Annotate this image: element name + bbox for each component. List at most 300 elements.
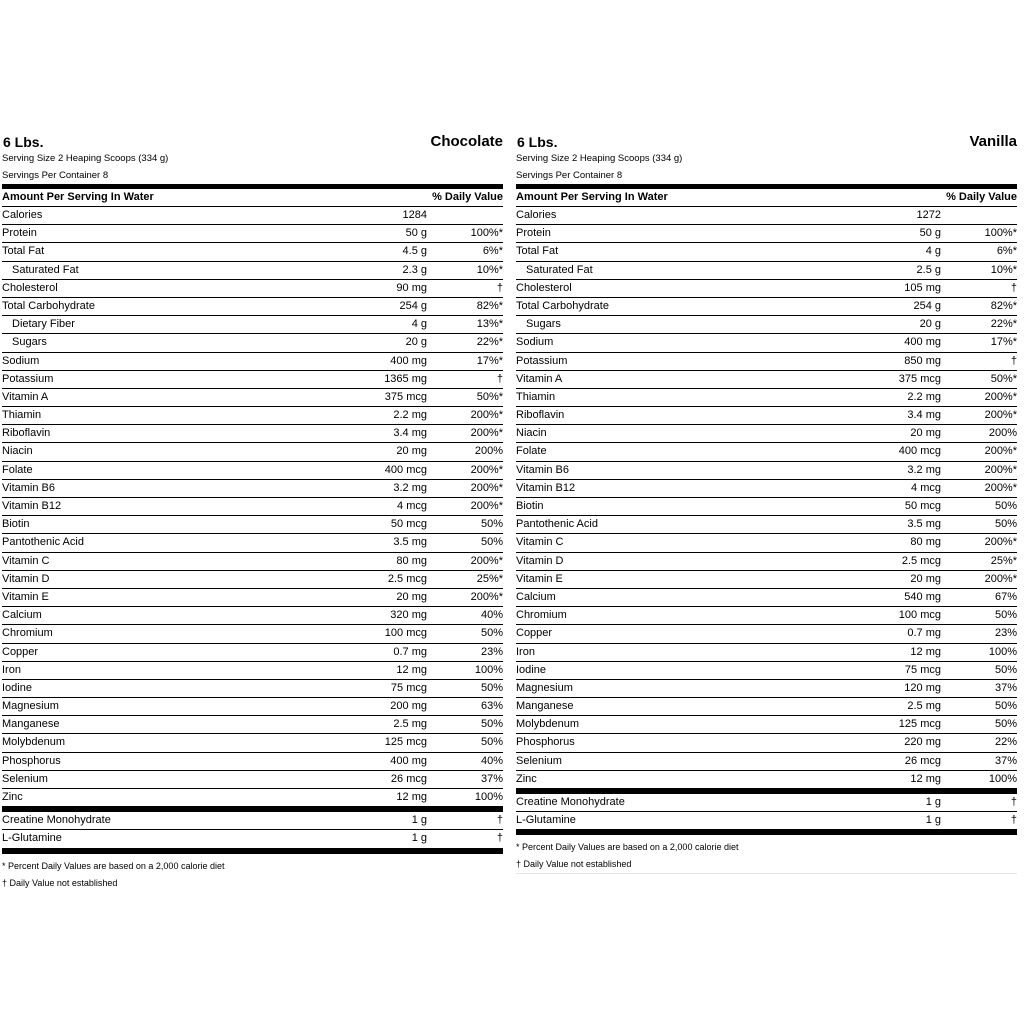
nutrient-name: Selenium (2, 772, 48, 785)
table-row (2, 698, 503, 716)
nutrient-daily-value: 50% (994, 609, 1017, 622)
header-dv-label: % Daily Value (432, 191, 503, 203)
nutrient-name: Copper (516, 627, 553, 640)
nutrient-daily-value: 25%* (990, 554, 1017, 567)
table-row (516, 298, 1017, 316)
nutrient-name: Manganese (2, 718, 60, 731)
table-row (516, 316, 1017, 334)
nutrient-name: Pantothenic Acid (516, 518, 598, 531)
supplement-list (2, 812, 503, 848)
nutrient-amount: 3.4 mg (907, 409, 941, 422)
nutrient-amount: 20 g (405, 336, 427, 349)
table-row (516, 407, 1017, 425)
nutrient-amount: 400 mcg (384, 463, 427, 476)
nutrient-name: Magnesium (516, 681, 573, 694)
nutrient-daily-value: † (496, 372, 503, 385)
nutrient-name: Sodium (2, 354, 40, 367)
footnote-percent: * Percent Daily Values are based on a 2,000 calorie diet (516, 842, 739, 853)
nutrient-daily-value: 50% (480, 736, 503, 749)
nutrient-daily-value: 23% (480, 645, 503, 658)
table-row (516, 498, 1017, 516)
table-row (516, 734, 1017, 752)
nutrient-name: Phosphorus (516, 736, 575, 749)
footnote-dagger: † Daily Value not established (2, 877, 118, 888)
nutrient-amount: 2.5 g (916, 263, 941, 276)
nutrient-daily-value: 50% (994, 518, 1017, 531)
table-row (516, 625, 1017, 643)
nutrient-name: Chromium (516, 609, 567, 622)
nutrient-amount: 0.7 mg (393, 645, 427, 658)
nutrient-amount: 400 mg (904, 336, 941, 349)
nutrient-amount: 1284 (402, 209, 427, 221)
nutrient-name: Thiamin (516, 390, 556, 403)
nutrient-name: Vitamin C (2, 554, 50, 567)
nutrient-name: Zinc (516, 772, 537, 785)
nutrient-daily-value: 50% (994, 718, 1017, 731)
table-row (516, 589, 1017, 607)
footnote-percent: * Percent Daily Values are based on a 2,000 calorie diet (2, 860, 225, 871)
nutrient-amount: 0.7 mg (907, 627, 941, 640)
nutrient-amount: 26 mcg (904, 754, 941, 767)
nutrient-daily-value: 37% (994, 754, 1017, 767)
nutrient-name: Vitamin C (516, 536, 564, 549)
nutrient-name: Saturated Fat (526, 263, 593, 276)
table-row (2, 625, 503, 643)
nutrient-name: Vitamin B12 (516, 481, 576, 494)
panel-header (2, 130, 503, 150)
nutrient-amount: 50 g (919, 227, 941, 240)
table-row (2, 534, 503, 552)
nutrient-amount: 2.5 mcg (901, 554, 941, 567)
nutrient-daily-value: 200%* (984, 445, 1017, 458)
nutrient-name: Biotin (516, 500, 544, 512)
nutrient-amount: 4 mcg (911, 481, 941, 494)
nutrient-name: Copper (2, 645, 39, 658)
nutrient-amount: 254 g (913, 299, 941, 312)
table-row (516, 680, 1017, 698)
nutrient-amount: 1 g (925, 814, 941, 827)
nutrient-name: Biotin (2, 518, 30, 531)
nutrient-amount: 3.2 mg (393, 481, 427, 494)
nutrient-name: Zinc (2, 791, 23, 803)
table-row (2, 662, 503, 680)
table-row (2, 462, 503, 480)
header-amount-label: Amount Per Serving In Water (516, 191, 668, 203)
nutrient-amount: 375 mcg (898, 372, 941, 385)
nutrient-name: Calcium (516, 590, 556, 603)
table-row (516, 534, 1017, 552)
table-row (516, 771, 1017, 789)
nutrient-daily-value: † (1010, 814, 1017, 827)
table-row (2, 207, 503, 225)
nutrient-name: Vitamin A (2, 390, 49, 403)
nutrient-daily-value: 50% (994, 663, 1017, 676)
nutrient-name: L-Glutamine (2, 832, 62, 845)
nutrient-name: Total Fat (516, 245, 559, 258)
table-row (516, 443, 1017, 461)
nutrient-name: Iodine (516, 663, 546, 676)
table-row (2, 425, 503, 443)
nutrient-name: Selenium (516, 754, 562, 767)
table-row (2, 553, 503, 571)
nutrient-name: Riboflavin (2, 427, 51, 440)
nutrient-amount: 100 mcg (384, 627, 427, 640)
nutrient-amount: 1 g (411, 832, 427, 845)
nutrient-daily-value: 100% (988, 645, 1017, 658)
table-row (2, 480, 503, 498)
nutrient-amount: 3.5 mg (907, 518, 941, 531)
nutrient-name: Cholesterol (516, 281, 572, 294)
table-row (2, 407, 503, 425)
table-row (2, 589, 503, 607)
table-row (2, 734, 503, 752)
nutrient-name: Potassium (2, 372, 54, 385)
table-row (516, 662, 1017, 680)
nutrient-daily-value (941, 207, 1017, 224)
nutrient-name: Creatine Monohydrate (2, 814, 111, 827)
nutrient-name: Molybdenum (2, 736, 65, 749)
nutrient-daily-value: 40% (480, 754, 503, 767)
nutrient-daily-value: 37% (994, 681, 1017, 694)
nutrient-name: L-Glutamine (516, 814, 576, 827)
nutrient-daily-value: 200%* (470, 463, 503, 476)
nutrient-name: Vitamin A (516, 372, 563, 385)
flavor-title: Vanilla (969, 133, 1017, 150)
nutrient-name: Magnesium (2, 700, 59, 713)
nutrient-name: Thiamin (2, 409, 42, 422)
nutrient-daily-value: † (496, 814, 503, 827)
nutrient-daily-value: 200% (988, 427, 1017, 440)
nutrient-amount: 3.4 mg (393, 427, 427, 440)
nutrient-amount: 20 mg (910, 427, 941, 440)
flavor-title: Chocolate (430, 133, 503, 150)
table-row (2, 243, 503, 261)
nutrient-amount: 125 mcg (384, 736, 427, 749)
nutrient-amount: 12 mg (910, 772, 941, 785)
table-row (2, 316, 503, 334)
nutrient-amount: 12 mg (396, 663, 427, 676)
nutrient-amount: 75 mcg (390, 681, 427, 694)
nutrient-amount: 20 mg (396, 590, 427, 603)
nutrient-name: Phosphorus (2, 754, 61, 767)
nutrient-daily-value: 22%* (990, 318, 1017, 331)
nutrient-daily-value: 100% (988, 772, 1017, 785)
nutrient-name: Niacin (516, 427, 547, 440)
nutrient-name: Calories (2, 209, 43, 221)
table-row (2, 789, 503, 807)
nutrient-daily-value: 200%* (470, 554, 503, 567)
nutrient-daily-value: 200%* (470, 427, 503, 440)
nutrient-name: Vitamin E (2, 590, 49, 603)
nutrient-daily-value: 200%* (984, 536, 1017, 549)
nutrient-amount: 75 mcg (904, 663, 941, 676)
nutrient-name: Cholesterol (2, 281, 58, 294)
nutrient-amount: 850 mg (904, 354, 941, 367)
table-row (516, 480, 1017, 498)
table-row (2, 607, 503, 625)
nutrition-panel-chocolate (2, 130, 503, 892)
nutrient-daily-value: 6%* (996, 245, 1017, 258)
table-row (516, 353, 1017, 371)
nutrient-amount: 50 mcg (904, 500, 941, 512)
nutrient-amount: 3.5 mg (393, 536, 427, 549)
nutrient-daily-value: 22%* (476, 336, 503, 349)
nutrient-daily-value: 200%* (984, 409, 1017, 422)
nutrient-daily-value: 50%* (990, 372, 1017, 385)
header-dv-label: % Daily Value (946, 191, 1017, 203)
nutrient-name: Iodine (2, 681, 32, 694)
nutrient-name: Iron (516, 645, 535, 658)
nutrient-name: Riboflavin (516, 409, 565, 422)
nutrient-amount: 1272 (916, 209, 941, 221)
nutrient-amount: 320 mg (390, 609, 427, 622)
nutrient-daily-value: 50% (480, 536, 503, 549)
nutrient-name: Total Carbohydrate (516, 299, 609, 312)
nutrient-daily-value: 50% (480, 718, 503, 731)
nutrient-amount: 2.5 mg (393, 718, 427, 731)
nutrient-amount: 4 g (411, 318, 427, 331)
nutrient-amount: 20 mg (910, 572, 941, 585)
nutrient-amount: 120 mg (904, 681, 941, 694)
nutrient-daily-value: 6%* (482, 245, 503, 258)
table-row (2, 443, 503, 461)
nutrient-name: Molybdenum (516, 718, 579, 731)
table-row (2, 280, 503, 298)
servings-per-container: Servings Per Container 8 (516, 170, 623, 181)
table-row (2, 812, 503, 830)
nutrient-daily-value: 10%* (476, 263, 503, 276)
nutrient-daily-value: † (496, 281, 503, 294)
container-size: 6 Lbs. (517, 134, 558, 150)
nutrient-daily-value: 100%* (470, 227, 503, 240)
nutrient-amount: 4.5 g (402, 245, 427, 258)
nutrient-name: Protein (516, 227, 551, 240)
table-row (2, 225, 503, 243)
table-row (516, 262, 1017, 280)
nutrient-daily-value (427, 207, 503, 224)
table-row (2, 644, 503, 662)
nutrient-amount: 80 mg (396, 554, 427, 567)
table-row (2, 771, 503, 789)
nutrient-daily-value: 200%* (984, 572, 1017, 585)
table-row (2, 680, 503, 698)
table-row (516, 225, 1017, 243)
nutrient-name: Vitamin B6 (2, 481, 55, 494)
nutrient-amount: 254 g (399, 299, 427, 312)
nutrient-amount: 4 g (925, 245, 941, 258)
supplement-list (516, 794, 1017, 830)
nutrient-daily-value: 50%* (476, 390, 503, 403)
nutrient-amount: 400 mg (390, 754, 427, 767)
nutrient-daily-value: 50% (994, 700, 1017, 713)
table-row (516, 389, 1017, 407)
nutrient-daily-value: 10%* (990, 263, 1017, 276)
nutrient-daily-value: 82%* (476, 299, 503, 312)
nutrient-name: Manganese (516, 700, 574, 713)
nutrient-amount: 50 g (405, 227, 427, 240)
nutrient-daily-value: 100%* (984, 227, 1017, 240)
nutrient-daily-value: 50% (480, 681, 503, 694)
nutrient-daily-value: 17%* (990, 336, 1017, 349)
table-row (516, 698, 1017, 716)
table-row (516, 371, 1017, 389)
nutrient-daily-value: 50% (480, 627, 503, 640)
nutrient-amount: 50 mcg (390, 518, 427, 531)
nutrient-name: Folate (516, 445, 547, 458)
table-row (516, 280, 1017, 298)
table-row (2, 516, 503, 534)
nutrient-list (516, 207, 1017, 789)
nutrient-name: Total Carbohydrate (2, 299, 95, 312)
nutrient-daily-value: 63% (480, 700, 503, 713)
nutrient-daily-value: 200%* (470, 481, 503, 494)
nutrient-list (2, 207, 503, 807)
nutrient-name: Sugars (12, 336, 47, 349)
nutrient-daily-value: † (1010, 354, 1017, 367)
nutrient-daily-value: † (496, 832, 503, 845)
nutrient-daily-value: 200%* (470, 500, 503, 512)
nutrient-amount: 540 mg (904, 590, 941, 603)
nutrient-daily-value: 82%* (990, 299, 1017, 312)
nutrient-name: Vitamin D (2, 572, 50, 585)
nutrient-daily-value: 200%* (470, 590, 503, 603)
nutrient-daily-value: 100% (474, 791, 503, 803)
table-row (2, 498, 503, 516)
nutrient-daily-value: 100% (474, 663, 503, 676)
nutrient-amount: 2.3 g (402, 263, 427, 276)
nutrient-amount: 1 g (411, 814, 427, 827)
nutrient-amount: 200 mg (390, 700, 427, 713)
nutrient-amount: 375 mcg (384, 390, 427, 403)
nutrient-name: Folate (2, 463, 33, 476)
table-row (516, 812, 1017, 830)
nutrient-name: Vitamin B6 (516, 463, 569, 476)
nutrient-amount: 2.2 mg (907, 390, 941, 403)
nutrient-daily-value: 50% (480, 518, 503, 531)
nutrient-name: Vitamin B12 (2, 500, 62, 512)
table-row (2, 571, 503, 589)
nutrition-panel-vanilla (516, 130, 1017, 874)
divider-thick (516, 830, 1017, 835)
nutrient-amount: 12 mg (910, 645, 941, 658)
nutrient-name: Vitamin E (516, 572, 563, 585)
nutrient-daily-value: † (1010, 796, 1017, 808)
nutrient-amount: 12 mg (396, 791, 427, 803)
nutrient-amount: 20 mg (396, 445, 427, 458)
table-row (2, 830, 503, 848)
table-row (516, 553, 1017, 571)
divider-thick (2, 849, 503, 854)
nutrient-name: Calcium (2, 609, 42, 622)
nutrient-daily-value: 200%* (984, 390, 1017, 403)
nutrient-amount: 3.2 mg (907, 463, 941, 476)
nutrient-name: Sugars (526, 318, 561, 331)
nutrient-name: Iron (2, 663, 21, 676)
table-row (516, 607, 1017, 625)
table-row (2, 371, 503, 389)
nutrient-name: Sodium (516, 336, 554, 349)
nutrient-amount: 2.2 mg (393, 409, 427, 422)
table-row (2, 753, 503, 771)
table-row (516, 207, 1017, 225)
nutrient-amount: 90 mg (396, 281, 427, 294)
nutrient-name: Calories (516, 209, 557, 221)
nutrient-amount: 4 mcg (397, 500, 427, 512)
nutrient-amount: 125 mcg (898, 718, 941, 731)
nutrient-amount: 400 mcg (898, 445, 941, 458)
footnote-dagger: † Daily Value not established (516, 856, 1017, 874)
nutrient-daily-value: 50% (994, 500, 1017, 512)
table-row (2, 716, 503, 734)
table-row (516, 334, 1017, 352)
nutrient-amount: 20 g (919, 318, 941, 331)
container-size: 6 Lbs. (3, 134, 44, 150)
nutrient-amount: 2.5 mcg (387, 572, 427, 585)
table-header (2, 189, 503, 207)
servings-per-container: Servings Per Container 8 (2, 170, 109, 181)
table-row (516, 716, 1017, 734)
nutrient-name: Potassium (516, 354, 568, 367)
nutrient-daily-value: 67% (994, 590, 1017, 603)
nutrient-name: Protein (2, 227, 37, 240)
nutrient-daily-value: 40% (480, 609, 503, 622)
nutrient-amount: 26 mcg (390, 772, 427, 785)
nutrient-name: Total Fat (2, 245, 45, 258)
nutrient-amount: 105 mg (904, 281, 941, 294)
nutrient-name: Chromium (2, 627, 53, 640)
nutrient-amount: 80 mg (910, 536, 941, 549)
table-row (516, 571, 1017, 589)
nutrient-name: Niacin (2, 445, 33, 458)
table-row (2, 353, 503, 371)
table-row (516, 462, 1017, 480)
table-row (516, 794, 1017, 812)
table-row (2, 389, 503, 407)
nutrient-daily-value: 25%* (476, 572, 503, 585)
header-amount-label: Amount Per Serving In Water (2, 191, 154, 203)
table-row (2, 334, 503, 352)
nutrient-daily-value: 22% (994, 736, 1017, 749)
nutrient-amount: 220 mg (904, 736, 941, 749)
nutrient-amount: 2.5 mg (907, 700, 941, 713)
nutrient-daily-value: 37% (480, 772, 503, 785)
nutrient-daily-value: 200%* (470, 409, 503, 422)
panel-header (516, 130, 1017, 150)
nutrient-amount: 1365 mg (384, 372, 427, 385)
nutrient-daily-value: 200%* (984, 463, 1017, 476)
nutrient-amount: 1 g (925, 796, 941, 808)
nutrient-name: Saturated Fat (12, 263, 79, 276)
table-row (516, 644, 1017, 662)
nutrient-name: Dietary Fiber (12, 318, 75, 331)
nutrient-name: Pantothenic Acid (2, 536, 84, 549)
nutrient-daily-value: 13%* (476, 318, 503, 331)
table-row (516, 753, 1017, 771)
nutrient-daily-value: † (1010, 281, 1017, 294)
table-row (516, 425, 1017, 443)
nutrient-daily-value: 200% (474, 445, 503, 458)
table-row (2, 262, 503, 280)
nutrient-name: Vitamin D (516, 554, 564, 567)
nutrient-name: Creatine Monohydrate (516, 796, 625, 808)
table-row (2, 298, 503, 316)
nutrient-amount: 100 mcg (898, 609, 941, 622)
table-row (516, 243, 1017, 261)
serving-size: Serving Size 2 Heaping Scoops (334 g) (516, 153, 683, 164)
nutrient-daily-value: 200%* (984, 481, 1017, 494)
nutrient-amount: 400 mg (390, 354, 427, 367)
serving-size: Serving Size 2 Heaping Scoops (334 g) (2, 153, 169, 164)
